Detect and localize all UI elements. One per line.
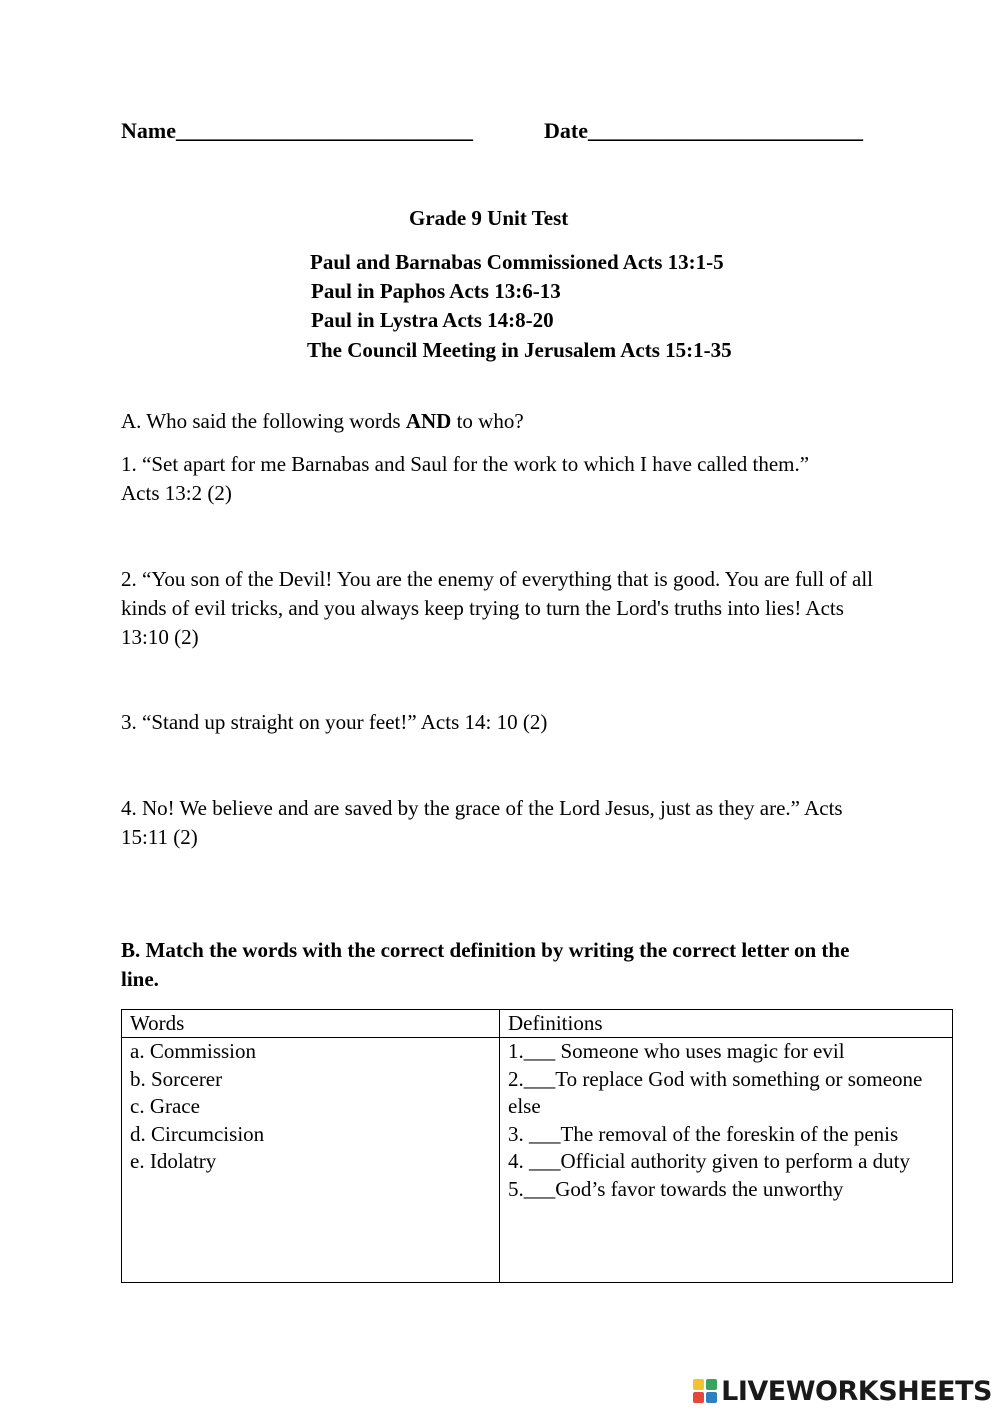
logo-square [706,1392,717,1403]
word-item: e. Idolatry [130,1149,217,1173]
word-item: b. Sorcerer [130,1066,223,1091]
subtitle-1: Paul and Barnabas Commissioned Acts 13:1-5 [310,250,724,274]
section-a-emphasis: AND [405,409,452,433]
liveworksheets-watermark [693,1374,992,1408]
definition-item: 1.___ Someone who uses magic for evil [508,1039,845,1063]
table-header-row [122,1010,953,1038]
subtitle-2: Paul in Paphos Acts 13:6-13 [311,279,561,303]
words-cell [122,1038,500,1283]
word-item: c. Grace [130,1094,200,1118]
definition-item: 2.___To replace God with something or someone else [508,1066,923,1118]
question-2: 2. “You son of the Devil! You are the enemy of everything that is good. You are full of all kinds of evil tricks, and you always keep trying to turn the Lord's truths into lies! Acts 13:10 (2) [121,567,874,649]
date-field-label: Date_________________________ [544,118,863,143]
definitions-column-header: Definitions [500,1010,953,1038]
definition-item: 5.___God’s favor towards the unworthy [508,1176,844,1201]
words-column-header: Words [122,1010,500,1038]
logo-square [693,1392,704,1403]
subtitle-3: Paul in Lystra Acts 14:8-20 [311,308,554,332]
question-4: 4. No! We believe and are saved by the grace of the Lord Jesus, just as they are.” Acts 15:11 (2) [121,796,843,849]
section-b-instruction: B. Match the words with the correct definition by writing the correct letter on the line. [121,938,850,991]
section-a-prefix: A. Who said the following words [121,409,406,433]
subtitle-4: The Council Meeting in Jerusalem Acts 15:1-35 [307,338,732,362]
logo-square [693,1379,704,1390]
table-row [122,1038,953,1283]
section-a-suffix: to who? [451,409,524,433]
liveworksheets-logo-text: LIVEWORKSHEETS [721,1375,992,1407]
word-item: a. Commission [130,1039,257,1063]
definition-item: 3. ___The removal of the foreskin of the penis [508,1121,899,1146]
name-field-label: Name___________________________ [121,118,473,143]
definitions-cell [500,1038,953,1283]
question-3: 3. “Stand up straight on your feet!” Acts 14: 10 (2) [121,710,548,734]
word-item: d. Circumcision [130,1121,265,1146]
matching-table [121,1009,953,1283]
logo-square [706,1379,717,1390]
definition-item: 4. ___Official authority given to perform a duty [508,1149,911,1173]
question-1: 1. “Set apart for me Barnabas and Saul for the work to which I have called them.” Acts 13:2 (2) [121,452,810,505]
section-a-heading [121,407,524,436]
liveworksheets-logo-icon [693,1379,717,1403]
page-title: Grade 9 Unit Test [409,206,569,230]
